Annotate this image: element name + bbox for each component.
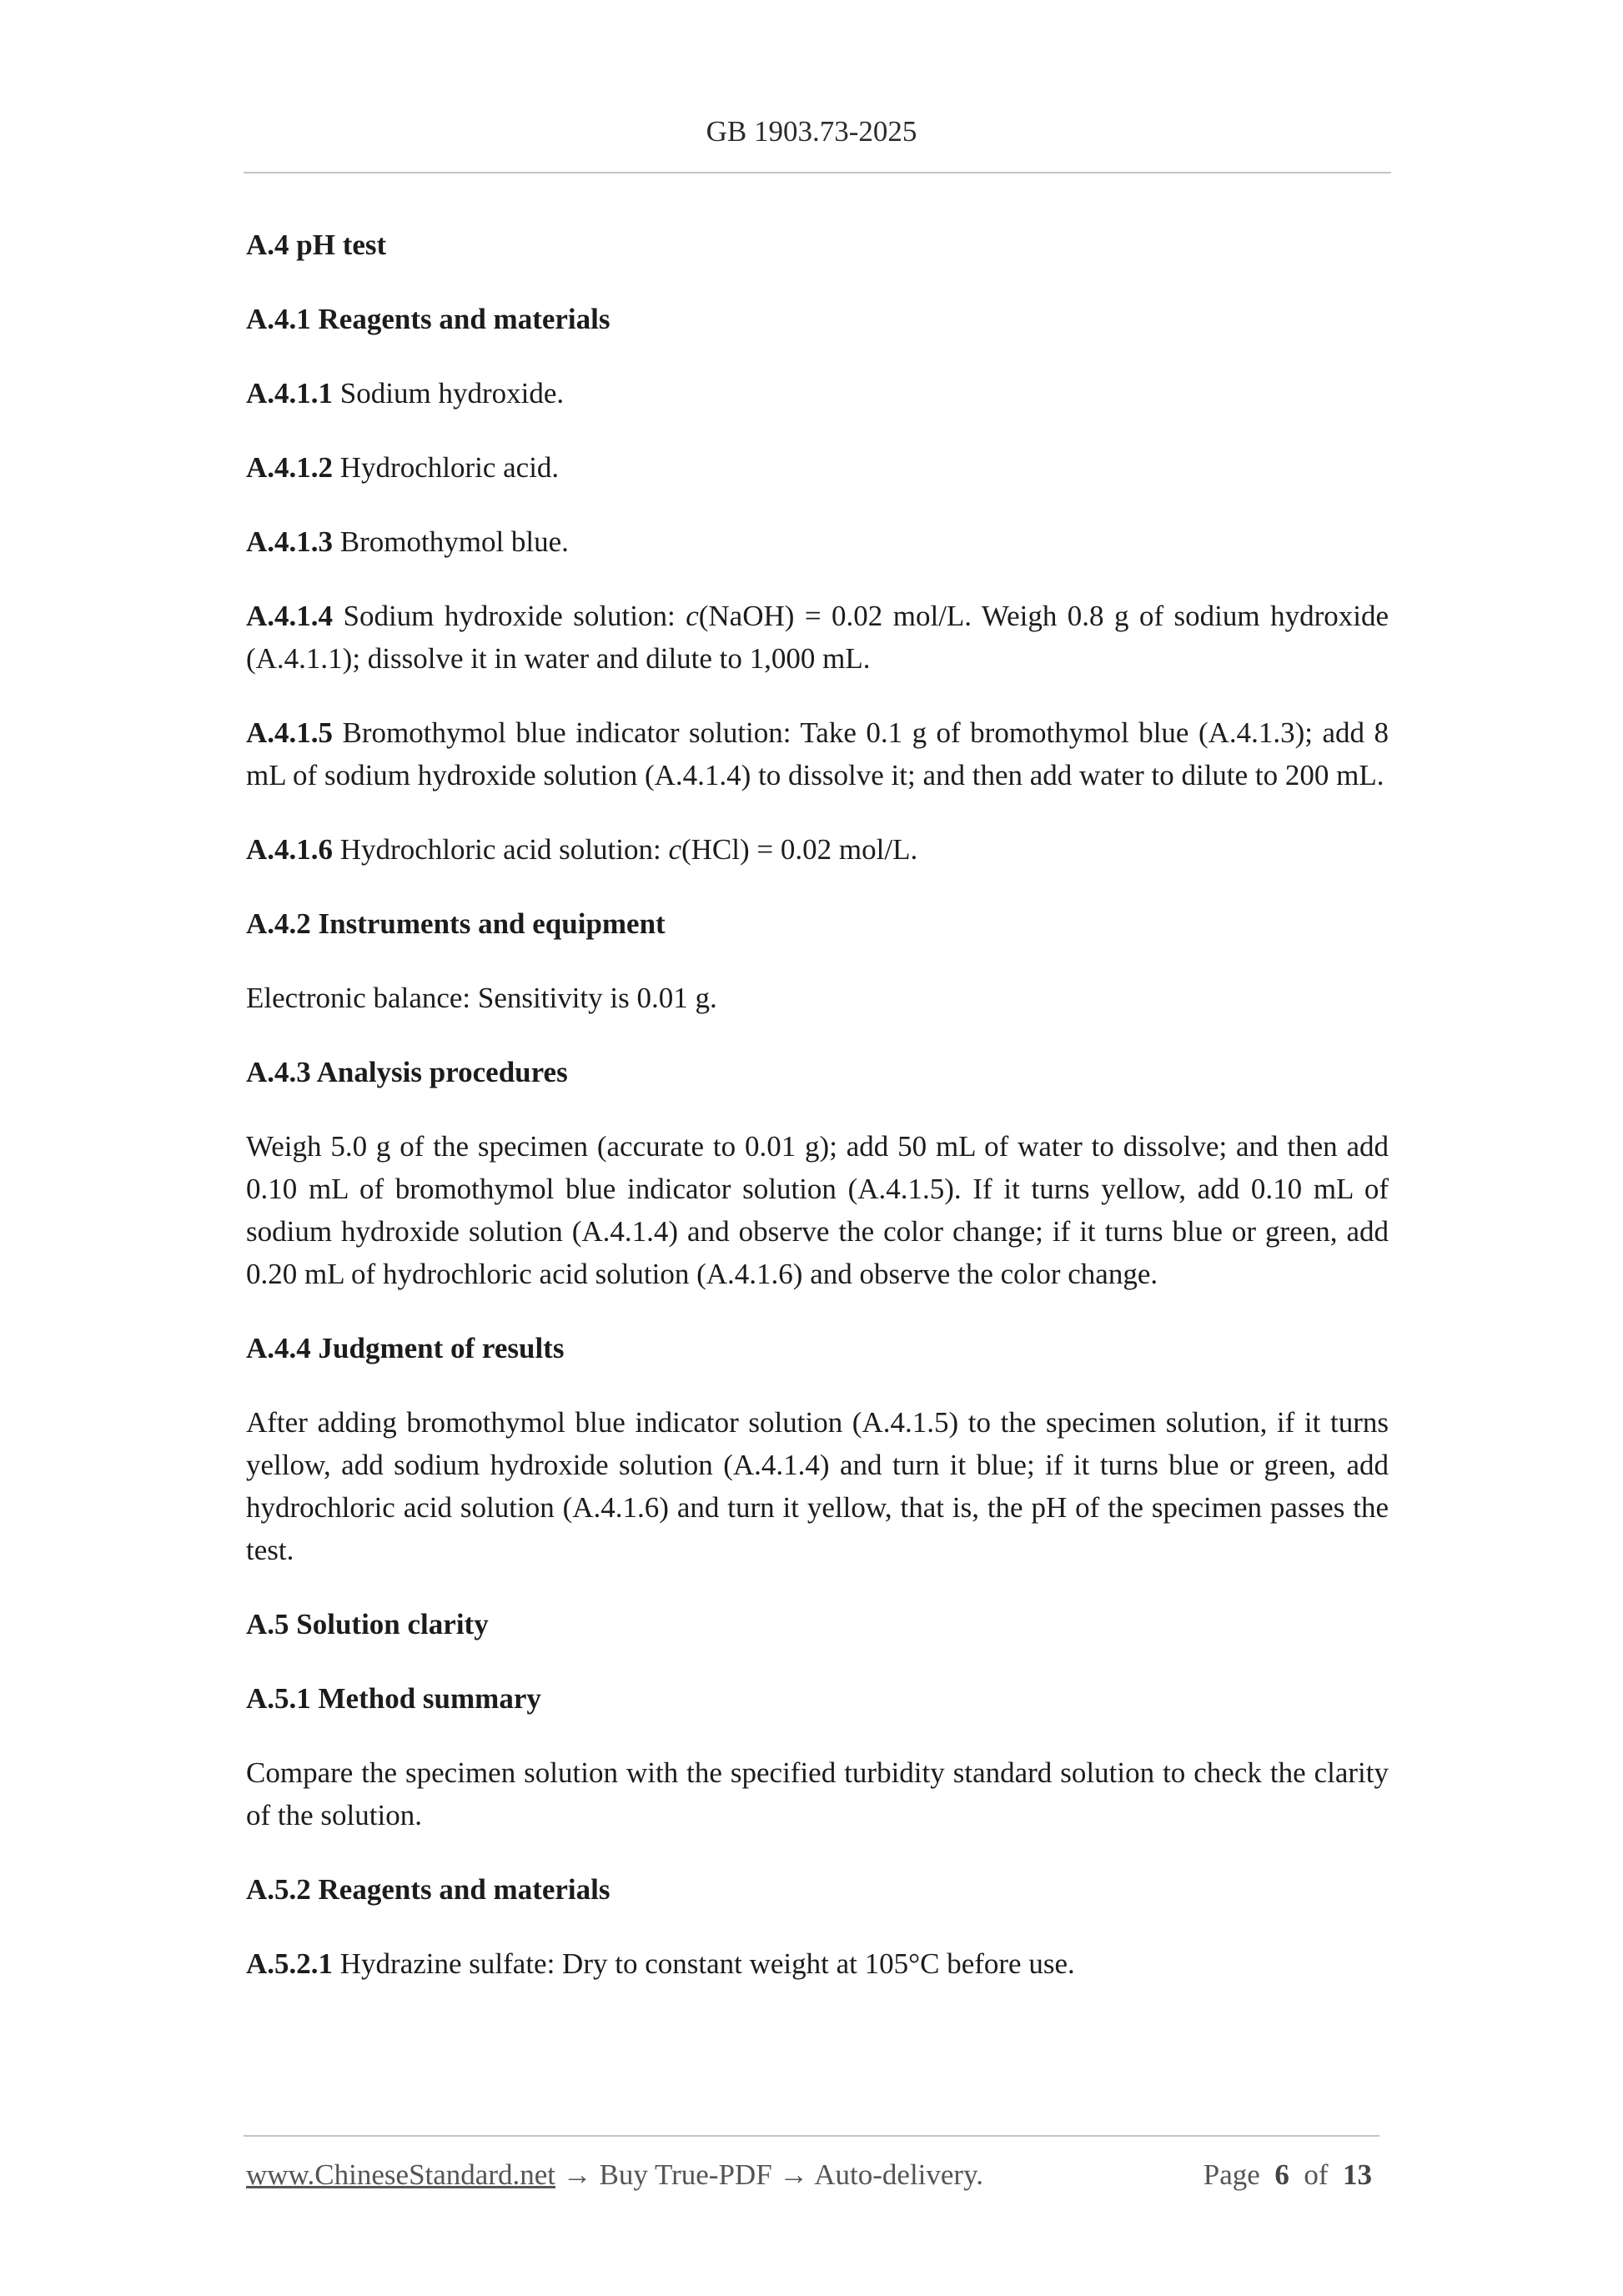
paragraph-judgment: After adding bromothymol blue indicator solution (A.4.1.5) to the specimen solution, if it turns yellow, add sodium hydroxide solution (A.4.1.4) and turn it blue; if it turns blue or green, add hydrochloric acid solution (A.4.1.6) and turn it yellow, that is, the pH of the specimen passes the test. (246, 1406, 1389, 1566)
concentration-symbol: c (668, 833, 681, 866)
section-heading-a4-4: A.4.4 Judgment of results (246, 1332, 565, 1364)
clause-text: Sodium hydroxide solution: (333, 600, 686, 632)
website-link[interactable]: www.ChineseStandard.net (246, 2158, 555, 2191)
clause-text: Bromothymol blue. (333, 525, 569, 558)
page-footer (246, 2158, 1380, 2200)
current-page-number: 6 (1274, 2158, 1289, 2191)
section-heading-a4-2: A.4.2 Instruments and equipment (246, 907, 666, 940)
document-code-header: GB 1903.73-2025 (706, 115, 917, 148)
arrow-right-icon: → (779, 2158, 809, 2191)
section-heading-a5-1: A.5.1 Method summary (246, 1682, 541, 1715)
concentration-symbol: c (686, 600, 699, 632)
clause-number: A.5.2.1 (246, 1947, 334, 1980)
clause-a4-1-3 (246, 520, 1389, 563)
clause-a4-1-6 (246, 828, 1389, 871)
clause-a4-1-2 (246, 446, 1389, 489)
paragraph-method-summary: Compare the specimen solution with the specified turbidity standard solution to check the clarity of the solution. (246, 1756, 1389, 1831)
section-heading-a4-1: A.4.1 Reagents and materials (246, 303, 611, 335)
clause-number: A.4.1.6 (246, 833, 334, 866)
clause-text-cont: (NaOH) = 0.02 mol/L. Weigh 0.8 g of sodium hydroxide (A.4.1.1); dissolve it in water and dilute to 1,000 mL. (246, 600, 1389, 675)
clause-text: Bromothymol blue indicator solution: Take 0.1 g of bromothymol blue (A.4.1.3); add 8 mL of sodium hydroxide solution (A.4.1.4) to dissolve it; and then add water to dilute to 200 mL. (246, 716, 1389, 791)
clause-text: Hydrochloric acid. (333, 451, 560, 484)
section-heading-a5: A.5 Solution clarity (246, 1608, 489, 1640)
paragraph-balance: Electronic balance: Sensitivity is 0.01 g. (246, 982, 717, 1014)
clause-text: Sodium hydroxide. (333, 377, 565, 409)
page-label: Page (1203, 2158, 1260, 2191)
clause-a5-2-1 (246, 1942, 1389, 1985)
page-of-label: of (1304, 2158, 1329, 2191)
clause-a4-1-1 (246, 372, 1389, 414)
document-body (246, 224, 1389, 2017)
paragraph-procedure: Weigh 5.0 g of the specimen (accurate to 0.01 g); add 50 mL of water to dissolve; and then add 0.10 mL of bromothymol blue indicator solution (A.4.1.5). If it turns yellow, add 0.10 mL of sodium hydroxide solution (A.4.1.4) and observe the color change; if it turns blue or green, add 0.20 mL of hydrochloric acid solution (A.4.1.6) and observe the color change. (246, 1130, 1389, 1290)
clause-number: A.4.1.4 (246, 600, 334, 632)
section-heading-a4: A.4 pH test (246, 229, 387, 261)
section-heading-a5-2: A.5.2 Reagents and materials (246, 1873, 611, 1906)
total-pages-number: 13 (1343, 2158, 1372, 2191)
clause-number: A.4.1.2 (246, 451, 334, 484)
footer-divider (244, 2135, 1379, 2137)
clause-a4-1-4 (246, 595, 1389, 680)
clause-text: Hydrochloric acid solution: (333, 833, 669, 866)
arrow-right-icon: → (562, 2158, 592, 2191)
footer-promo (246, 2158, 983, 2192)
clause-number: A.4.1.5 (246, 716, 334, 749)
clause-text-cont: (HCl) = 0.02 mol/L. (681, 833, 918, 866)
clause-a4-1-5 (246, 711, 1389, 796)
auto-delivery-text: Auto-delivery. (814, 2158, 984, 2191)
header-divider (244, 172, 1391, 173)
clause-number: A.4.1.1 (246, 377, 334, 409)
clause-text: Hydrazine sulfate: Dry to constant weight at 105°C before use. (333, 1947, 1075, 1980)
section-heading-a4-3: A.4.3 Analysis procedures (246, 1056, 568, 1088)
clause-number: A.4.1.3 (246, 525, 334, 558)
buy-pdf-text: Buy True-PDF (599, 2158, 772, 2191)
page-indicator (1203, 2158, 1372, 2192)
